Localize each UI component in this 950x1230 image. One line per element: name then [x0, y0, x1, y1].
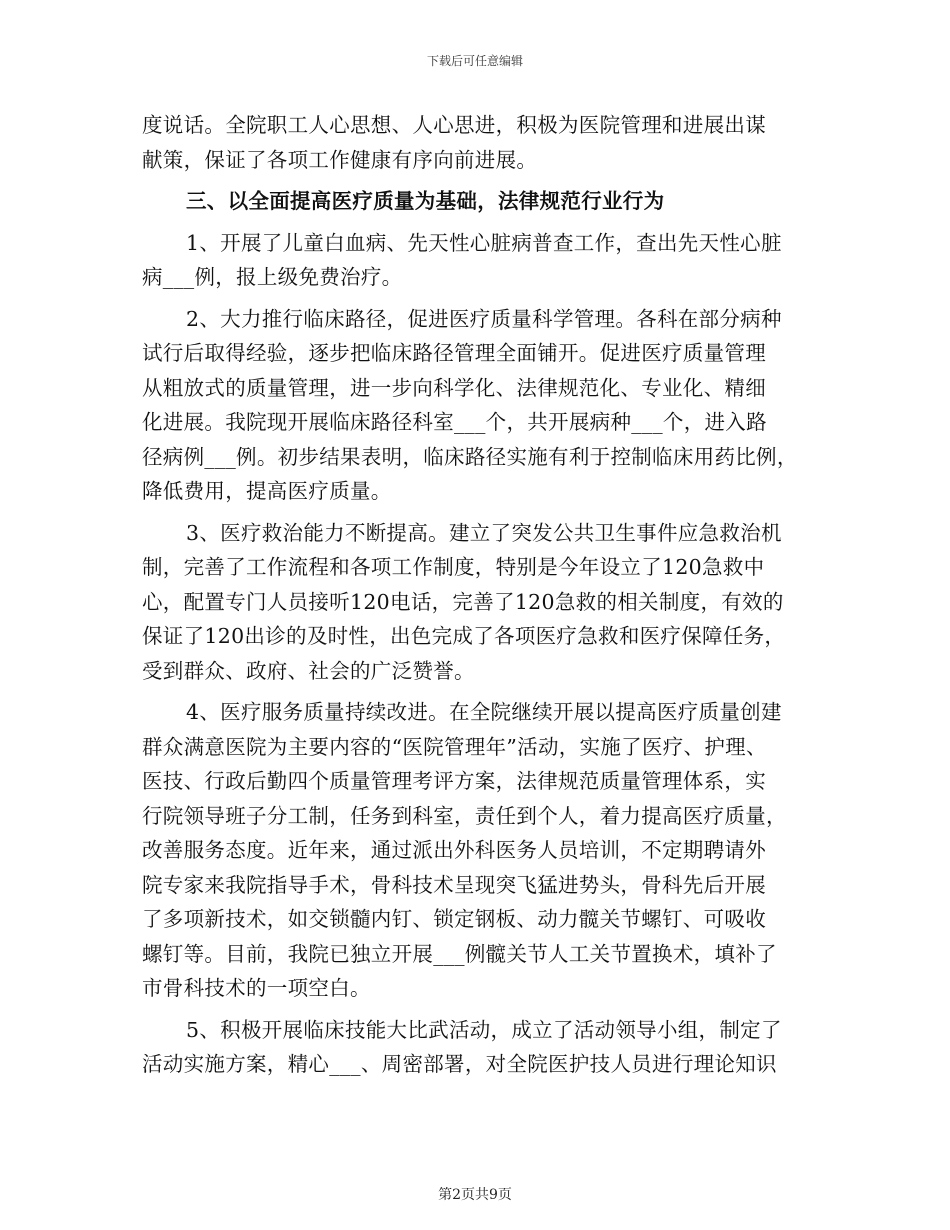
text-line: 病___例，报上级免费治疗。 [142, 265, 403, 289]
paragraph-start: 1、开展了儿童白血病、先天性心脏病普查工作，查出先天性心脏 [186, 230, 782, 255]
text-line: 改善服务态度。近年来，通过派出外科医务人员培训，不定期聘请外 [142, 838, 766, 862]
text-line: 试行后取得经验，逐步把临床路径管理全面铺开。促进医疗质量管理 [142, 341, 766, 365]
page-header: 下载后可任意编辑 [426, 54, 523, 68]
section-heading: 三、以全面提高医疗质量为基础，法律规范行业行为 [186, 189, 665, 213]
text-line: 行院领导班子分工制，任务到科室，责任到个人，着力提高医疗质量， [142, 803, 787, 828]
text-line: 医技、行政后勤四个质量管理考评方案，法律规范质量管理体系，实 [142, 769, 766, 793]
text-line: 群众满意医院为主要内容的“医院管理年”活动，实施了医疗、护理、 [142, 734, 767, 759]
text-line: 保证了120出诊的及时性，出色完成了各项医疗急救和医疗保障任务， [142, 624, 786, 648]
text-line: 活动实施方案，精心___、周密部署，对全院医护技人员进行理论知识 [142, 1052, 777, 1076]
text-line: 化进展。我院现开展临床路径科室___个，共开展病种___个，进入路 [142, 410, 767, 434]
text-line: 降低费用，提高医疗质量。 [142, 479, 392, 503]
text-line: 院专家来我院指导手术，骨科技术呈现突飞猛进势头，骨科先后开展 [142, 872, 766, 897]
text-line: 度说话。全院职工人心思想、人心思进，积极为医院管理和进展出谋 [142, 113, 766, 137]
text-line: 市骨科技术的一项空白。 [142, 976, 371, 1000]
paragraph-start: 3、医疗救治能力不断提高。建立了突发公共卫生事件应急救治机 [186, 520, 782, 545]
document-body [142, 108, 812, 1082]
text-line: 制，完善了工作流程和各项工作制度，特别是今年设立了120急救中 [142, 555, 765, 579]
text-line: 了多项新技术，如交锁髓内钉、锁定钢板、动力髋关节螺钉、可吸收 [142, 907, 766, 931]
paragraph-start: 2、大力推行临床路径，促进医疗质量科学管理。各科在部分病种 [186, 306, 782, 331]
text-line: 心，配置专门人员接听120电话，完善了120急救的相关制度，有效的 [142, 589, 784, 614]
paragraph-start: 4、医疗服务质量持续改进。在全院继续开展以提高医疗质量创建 [186, 700, 782, 724]
text-line: 径病例___例。初步结果表明，临床路径实施有利于控制临床用药比例， [142, 444, 798, 469]
text-line: 螺钉等。目前，我院已独立开展___例髋关节人工关节置换术，填补了 [142, 941, 777, 966]
text-line: 献策，保证了各项工作健康有序向前进展。 [142, 147, 538, 172]
text-line: 受到群众、政府、社会的广泛赞誉。 [142, 658, 475, 683]
page-footer: 第2页共9页 [438, 1187, 512, 1203]
paragraph-start: 5、积极开展临床技能大比武活动，成立了活动领导小组，制定了 [186, 1017, 782, 1042]
text-line: 从粗放式的质量管理，进一步向科学化、法律规范化、专业化、精细 [142, 375, 766, 400]
